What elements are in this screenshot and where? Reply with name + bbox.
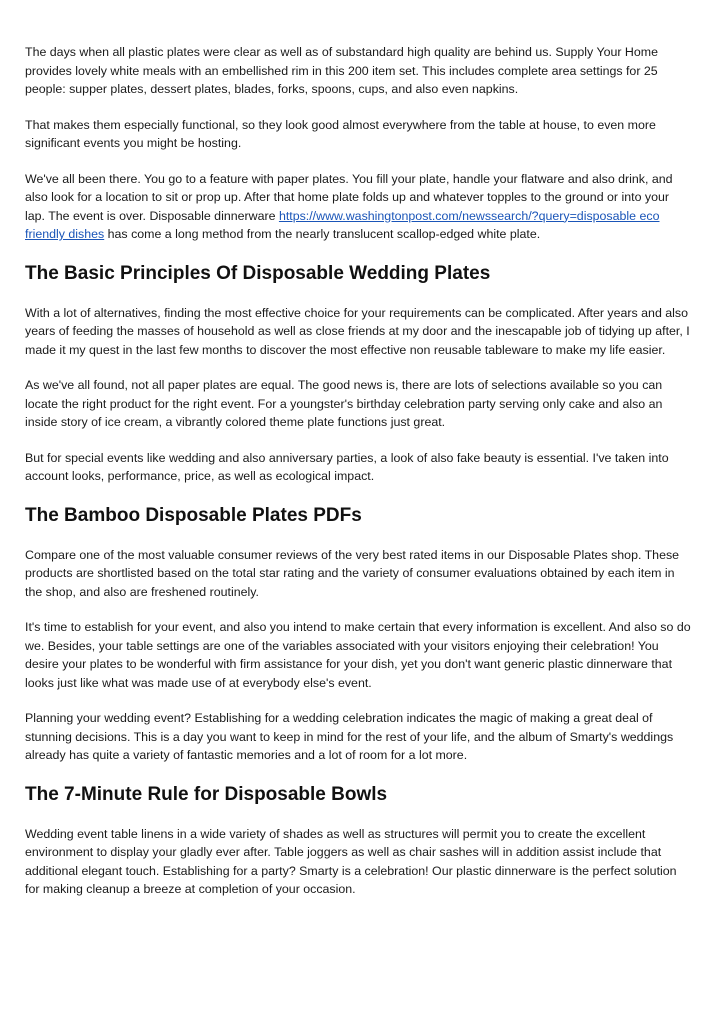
paragraph-wedding-planning: Planning your wedding event? Establishing for a wedding celebration indicates the magic of making a great deal of stunning decisions. This is a day you want to keep in mind for the rest of your life, and the album of Smarty's weddings already has quite a variety of fantastic memories and a lot of room for a lot more. [25, 711, 674, 762]
heading-seven-minute-rule: The 7-Minute Rule for Disposable Bowls [25, 783, 388, 805]
paragraph-special-events: But for special events like wedding and also anniversary parties, a look of also fake beauty is essential. I've taken into account looks, performance, price, as well as ecological impact. [25, 450, 669, 483]
paragraph-table-linens: Wedding event table linens in a wide variety of shades as well as structures will permit you to create the excellent environment to display your gladly ever after. Table joggers as well as chair sashes will in addition assist include that additional elegant touch. Establishing for a party? Smarty is a celebration! Our plastic dinnerware is the perfect solution for making cleanup a breeze at completion of your occasion. [25, 826, 677, 896]
washingtonpost-search-link[interactable]: https://www.washingtonpost.com/newssearch/?query=disposable eco friendly dishes [25, 208, 660, 241]
paragraph-functional: That makes them especially functional, so they look good almost everywhere from the table at house, to even more significant events you might be hosting. [25, 117, 656, 150]
paragraph-paper-plates-text-before: We've all been there. You go to a feature with paper plates. You fill your plate, handle your flatware and also drink, and also look for a location to sit or prop up. After that home plate folds up and whatever topples to the ground or into your lap. The event is over. Disposable dinnerware [25, 171, 673, 223]
heading-basic-principles: The Basic Principles Of Disposable Wedding Plates [25, 262, 491, 284]
paragraph-compare-reviews: Compare one of the most valuable consumer reviews of the very best rated items in our Disposable Plates shop. These products are shortlisted based on the total star rating and the variety of consumer evaluations obtained by each item in the shop, and also are freshened routinely. [25, 547, 680, 599]
paragraph-establish-event: It's time to establish for your event, and also you intend to make certain that every information is excellent. And also so do we. Besides, your table settings are one of the variables associated with your visitors enjoying their celebration! You desire your plates to be wonderful with firm assistance for your dish, yet you don't want generic plastic dinnerware that looks just like what was made use of at everybody else's event. [25, 620, 691, 690]
paragraph-paper-plates-text-after: has come a long method from the nearly translucent scallop-edged white plate. [104, 227, 541, 241]
paragraph-not-equal: As we've all found, not all paper plates are equal. The good news is, there are lots of selections available so you can locate the right product for the right event. For a youngster's birthday celebration party serving only cake and also an inside story of ice cream, a vibrantly colored theme plate functions just great. [25, 378, 663, 429]
paragraph-intro: The days when all plastic plates were clear as well as of substandard high quality are behind us. Supply Your Home provides lovely white meals with an embellished rim in this 200 item set. This includes complete area settings for 25 people: supper plates, dessert plates, blades, forks, spoons, cups, and also even napkins. [25, 45, 658, 96]
heading-bamboo-plates: The Bamboo Disposable Plates PDFs [25, 504, 362, 526]
paragraph-alternatives: With a lot of alternatives, finding the most effective choice for your requirements can be complicated. After years and also years of feeding the masses of household as well as close friends at my door and the inescapable job of tidying up after, I made it my quest in the last few months to discover the most effective non reusable tableware to make my life easier. [25, 305, 690, 357]
paragraph-paper-plates [25, 170, 692, 244]
